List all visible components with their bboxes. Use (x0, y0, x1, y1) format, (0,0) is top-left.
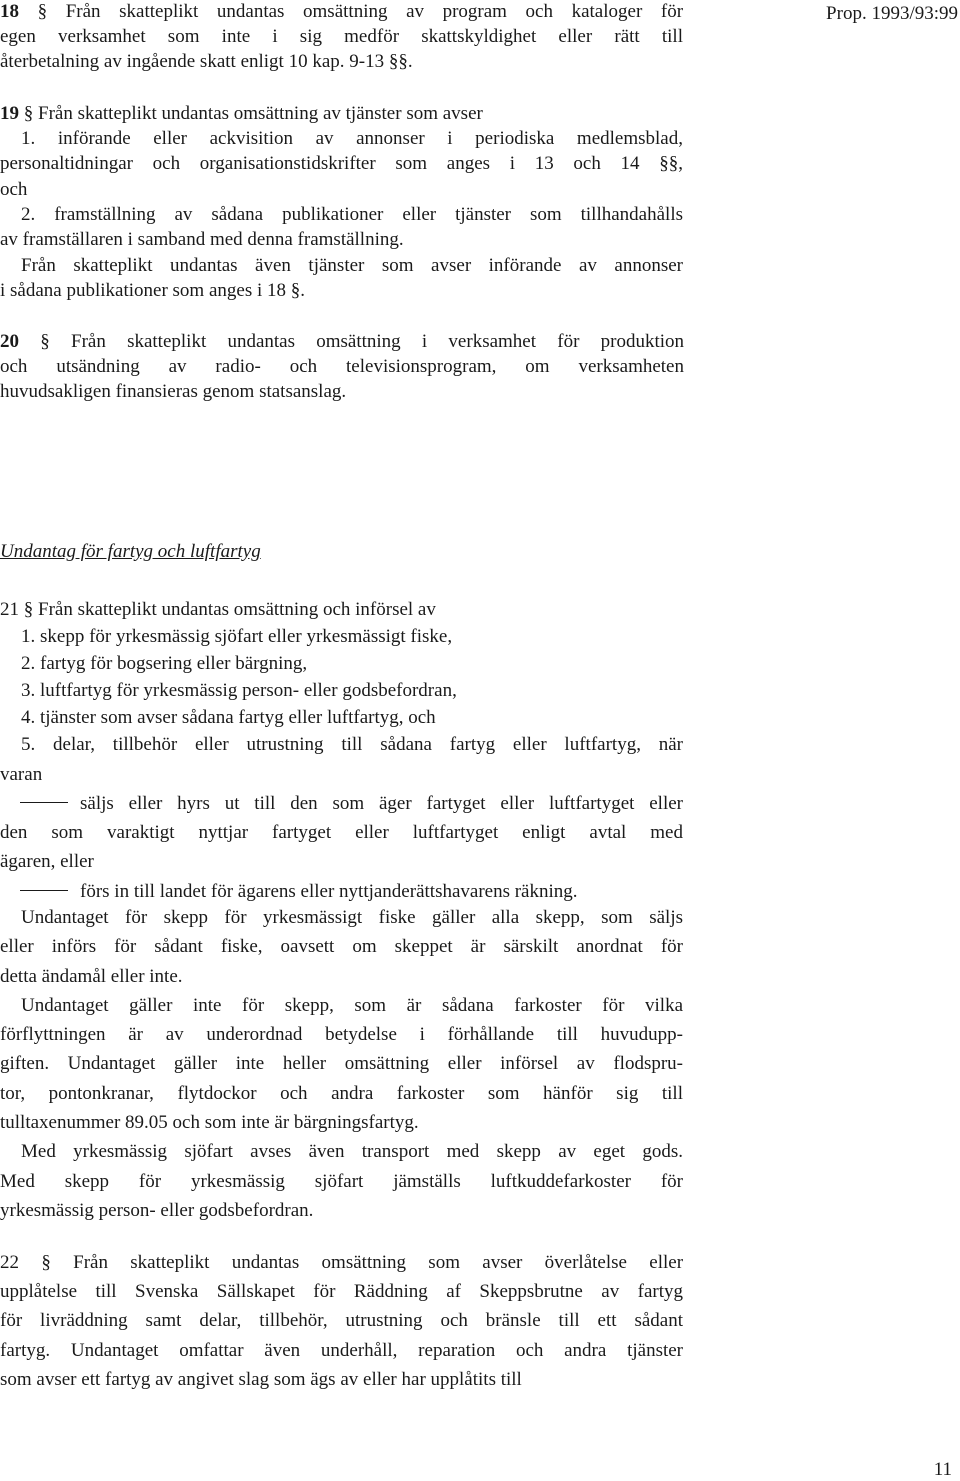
section-21-dash-2: förs in till landet för ägarens eller nyttjanderättshavarens räkning. (0, 880, 578, 904)
section-21-varan: varan (0, 764, 43, 785)
section-sign-icon: § (41, 1252, 51, 1273)
section-sign-icon: § (23, 103, 34, 124)
section-21-p1-line-2: eller införs för sådant fiske, oavsett om skeppet är särskilt anordnat för (0, 936, 683, 957)
em-dash-icon (20, 890, 68, 891)
section-21-p1-line-1: Undantaget för skepp för yrkesmässigt fiske gäller alla skepp, som säljs (21, 907, 683, 928)
section-18-number: 18 (0, 1, 19, 22)
section-21-item-5: 5. delar, tillbehör eller utrustning till sådana fartyg eller luftfartyg, när (21, 734, 683, 755)
section-22-line-1: 22 § Från skatteplikt undantas omsättning som avser överlåtelse eller (0, 1252, 684, 1273)
section-19-line: personaltidningar och organisationstidskrifter som anges i 13 och 14 §§, (0, 153, 683, 174)
section-19-number: 19 (0, 103, 19, 124)
section-19-line: av framställaren i samband med denna framställning. (0, 229, 404, 250)
section-21-p2-line-2: förflyttningen är av underordnad betydelse i förhållande till huvudupp- (0, 1024, 683, 1045)
section-21-p1-line-3: detta ändamål eller inte. (0, 966, 183, 987)
section-21-p3-line-2: Med skepp för yrkesmässig sjöfart jämställs luftkuddefarkoster för (0, 1171, 683, 1192)
section-18-line-3: återbetalning av ingående skatt enligt 10 kap. 9-13 §§. (0, 51, 413, 72)
section-19-line: och (0, 179, 28, 200)
section-19-intro: 19 § Från skatteplikt undantas omsättning av tjänster som avser (0, 103, 483, 124)
section-20-number: 20 (0, 331, 19, 352)
section-20-line-1: 20 § Från skatteplikt undantas omsättning i verksamhet för produktion (0, 331, 685, 352)
section-21-dash-1-line-1: säljs eller hyrs ut till den som äger fartyget eller luftfartyget eller (0, 792, 683, 816)
section-21-item-2: 2. fartyg för bogsering eller bärgning, (21, 653, 308, 674)
section-22-line-4: fartyg. Undantaget omfattar även underhåll, reparation och andra tjänster (0, 1340, 683, 1361)
section-21-item-3: 3. luftfartyg för yrkesmässig person- eller godsbefordran, (21, 680, 457, 701)
section-22-line-5: som avser ett fartyg av angivet slag som ägs av eller har upplåtits till (0, 1369, 522, 1390)
section-21-dash-1-line-3: ägaren, eller (0, 851, 94, 872)
proposition-reference: Prop. 1993/93:99 (826, 3, 958, 24)
page-number: 11 (933, 1459, 952, 1480)
section-20-line-3: huvudsakligen finansieras genom statsanslag. (0, 381, 347, 402)
section-21-p3-line-1: Med yrkesmässig sjöfart avses även transport med skepp av eget gods. (21, 1141, 683, 1162)
section-21-p3-line-3: yrkesmässig person- eller godsbefordran. (0, 1200, 314, 1221)
section-21-number: 21 (0, 599, 19, 620)
section-19-paragraph: Från skatteplikt undantas även tjänster som avser införande av annonser (21, 255, 683, 276)
section-sign-icon: § (37, 1, 48, 22)
section-21-item-4: 4. tjänster som avser sådana fartyg eller luftfartyg, och (21, 707, 436, 728)
section-18-line-1: 18 § Från skatteplikt undantas omsättning av program och kataloger för (0, 1, 684, 22)
subheading: Undantag för fartyg och luftfartyg (0, 541, 261, 562)
section-21-p2-line-3: giften. Undantaget gäller inte heller omsättning eller införsel av flodspru- (0, 1053, 683, 1074)
section-sign-icon: § (23, 599, 34, 620)
section-sign-icon: § (40, 331, 50, 352)
section-19-item-1: 1. införande eller ackvisition av annonser i periodiska medlemsblad, (21, 128, 683, 149)
section-20-line-2: och utsändning av radio- och televisionsprogram, om verksamheten (0, 356, 684, 377)
section-21-p2-line-5: tulltaxenummer 89.05 och som inte är bärgningsfartyg. (0, 1112, 419, 1133)
section-21-item-1: 1. skepp för yrkesmässig sjöfart eller yrkesmässigt fiske, (21, 626, 453, 647)
em-dash-icon (20, 802, 68, 803)
section-21-dash-1-line-2: den som varaktigt nyttjar fartyget eller luftfartyget enligt avtal med (0, 822, 683, 843)
section-21-intro: 21 § Från skatteplikt undantas omsättning och införsel av (0, 599, 436, 620)
section-19-item-2: 2. framställning av sådana publikationer eller tjänster som tillhandahålls (21, 204, 683, 225)
section-18-line-2: egen verksamhet som inte i sig medför skattskyldighet eller rätt till (0, 26, 683, 47)
section-22-line-3: för livräddning samt delar, tillbehör, utrustning och bränsle till ett sådant (0, 1310, 683, 1331)
section-19-line: i sådana publikationer som anges i 18 §. (0, 280, 305, 301)
section-22-line-2: upplåtelse till Svenska Sällskapet för Räddning af Skeppsbrutne av fartyg (0, 1281, 683, 1302)
section-21-p2-line-4: tor, pontonkranar, flytdockor och andra farkoster som hänför sig till (0, 1083, 683, 1104)
section-22-number: 22 (0, 1252, 19, 1273)
section-21-p2-line-1: Undantaget gäller inte för skepp, som är sådana farkoster för vilka (21, 995, 683, 1016)
